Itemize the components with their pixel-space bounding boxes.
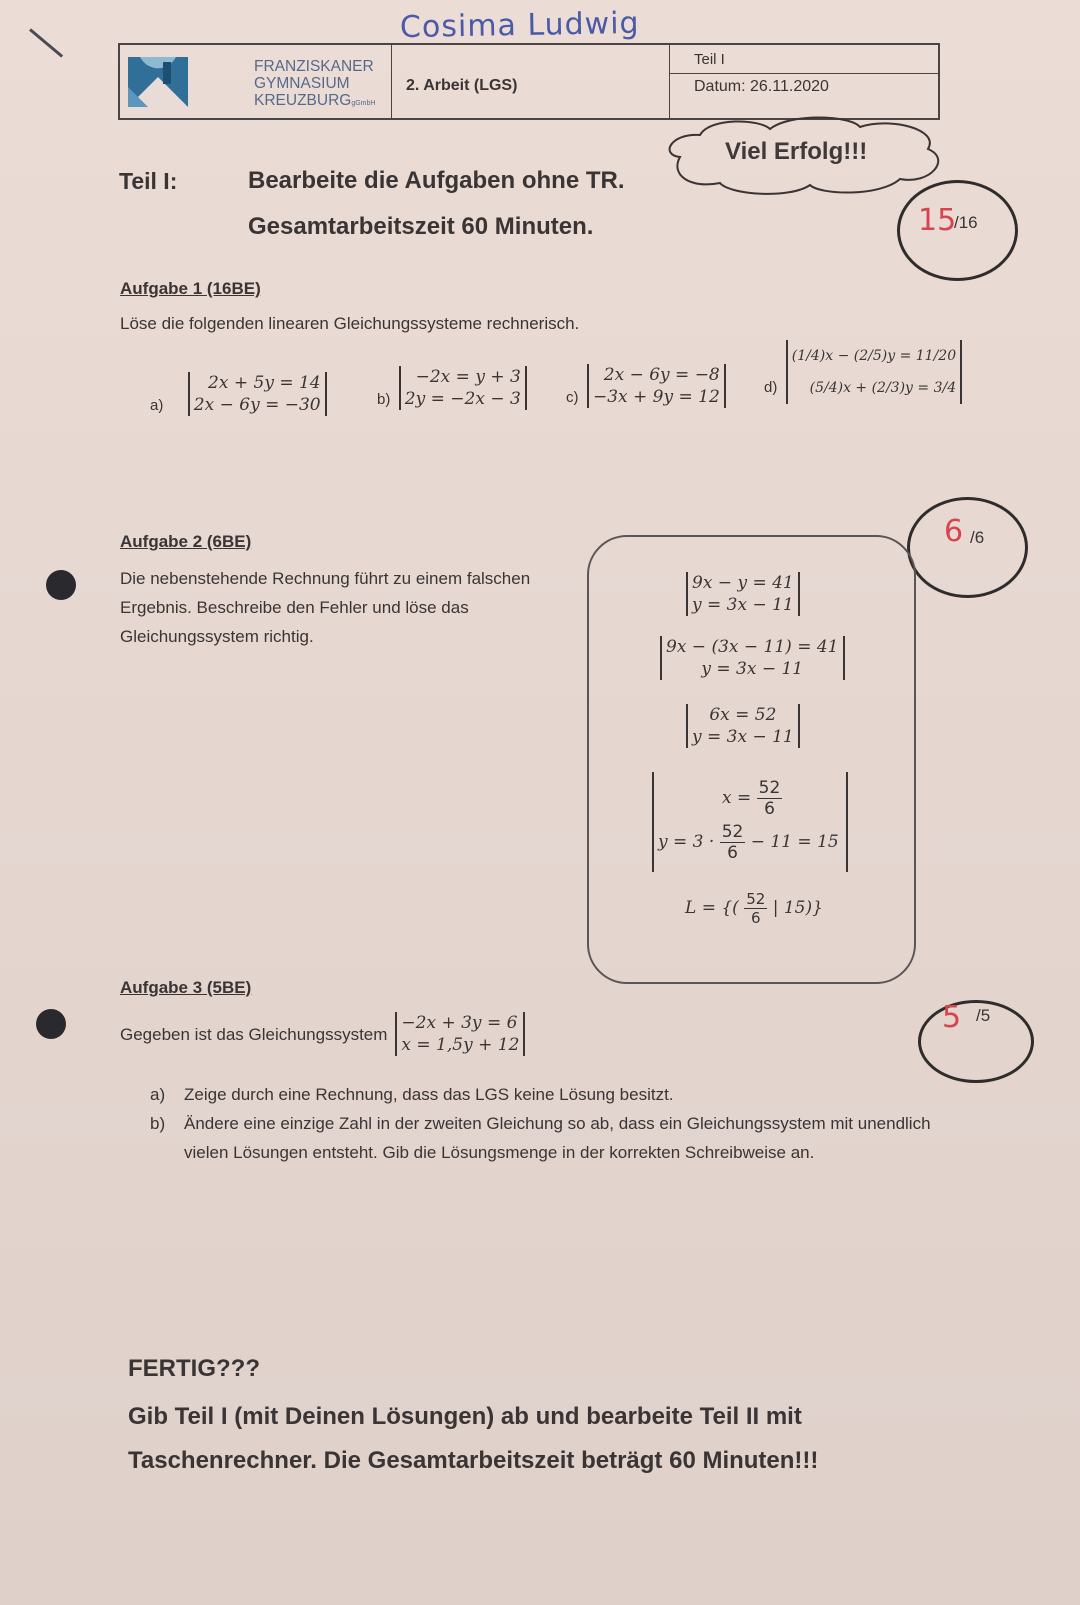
x-equals: x = xyxy=(722,788,752,808)
equation: 2x − 6y = −8 xyxy=(603,365,720,385)
system-label: b) xyxy=(377,391,391,408)
handin-instruction: Gib Teil I (mit Deinen Lösungen) ab und bearbeite Teil II mit Taschenrechner. Die Gesamtarbeitszeit beträgt 60 Minuten!!! xyxy=(128,1403,819,1474)
calc-step-3 xyxy=(686,704,800,748)
system-label: d) xyxy=(764,379,778,396)
task2-score-achieved: 6 xyxy=(944,514,964,549)
part-label: Teil I: xyxy=(119,168,178,194)
school-name xyxy=(254,58,375,112)
equation-system xyxy=(188,372,327,416)
part-instruction: Bearbeite die Aufgaben ohne TR. xyxy=(248,167,625,194)
system-label: a) xyxy=(150,397,164,414)
fraction xyxy=(744,890,767,927)
task2-score-circle xyxy=(907,497,1028,598)
exam-part: Teil I xyxy=(694,51,725,68)
task2-heading: Aufgabe 2 (6BE) xyxy=(120,532,252,551)
equation: −2x + 3y = 6 xyxy=(401,1013,518,1033)
total-score-max: /16 xyxy=(954,213,978,232)
school-logo-cell xyxy=(120,45,392,118)
equation: y = 3x − 11 xyxy=(692,595,794,615)
calc-step-1 xyxy=(686,572,800,616)
task2-score-max: /6 xyxy=(970,528,985,547)
subtask-text: Ändere eine einzige Zahl in der zweiten Gleichung so ab, dass ein Gleichungssystem mit unendlich vielen Lösungen entsteht. Gib die Lösungsmenge in der korrekten Schreibweise an. xyxy=(184,1114,931,1162)
equation-system xyxy=(686,572,800,616)
task3-intro-text: Gegeben ist das Gleichungssystem xyxy=(120,1024,388,1044)
school-suffix: gGmbH xyxy=(351,100,376,107)
equation: y = 3x − 11 xyxy=(692,727,794,747)
equation: −2x = y + 3 xyxy=(415,367,521,387)
total-time: Gesamtarbeitszeit 60 Minuten. xyxy=(248,213,594,240)
y-equals: y = 3 · xyxy=(658,832,715,852)
equation: −3x + 9y = 12 xyxy=(592,387,720,407)
equation: 2x + 5y = 14 xyxy=(208,373,321,393)
task1-system-a xyxy=(150,372,327,416)
punch-hole xyxy=(36,1009,66,1039)
subtask-label: a) xyxy=(150,1085,166,1104)
task1-system-c xyxy=(566,364,726,408)
subtask-text: Zeige durch eine Rechnung, dass das LGS keine Lösung besitzt. xyxy=(184,1085,674,1104)
punch-hole xyxy=(46,570,76,600)
calc-solution-set xyxy=(685,890,823,927)
y-equals-rest: − 11 = 15 xyxy=(750,832,839,852)
exam-title: 2. Arbeit (LGS) xyxy=(406,77,518,94)
subtask-b xyxy=(150,1109,970,1167)
fraction xyxy=(757,778,783,819)
equation: y = 3x − 11 xyxy=(701,659,804,679)
solution-suffix: | 15)} xyxy=(772,898,823,918)
task3-subtasks xyxy=(150,1080,970,1167)
equation: 9x − y = 41 xyxy=(692,573,794,593)
exam-header xyxy=(118,43,940,120)
equation xyxy=(722,778,782,819)
task3-intro xyxy=(120,1012,525,1056)
equation: 6x = 52 xyxy=(709,705,777,725)
equation: 9x − (3x − 11) = 41 xyxy=(666,637,839,657)
system-label: c) xyxy=(566,389,579,406)
equation-system xyxy=(587,364,726,408)
school-logo-icon xyxy=(128,57,188,107)
good-luck-text: Viel Erfolg!!! xyxy=(725,138,868,165)
subtask-label: b) xyxy=(150,1114,166,1133)
exam-part-cell xyxy=(670,45,939,74)
school-name-line-1: FRANZISKANER xyxy=(254,58,374,75)
solution-prefix: L = {( xyxy=(685,898,739,918)
calc-step-4 xyxy=(652,772,848,872)
equation: (1/4)x − (2/5)y = 11/20 xyxy=(791,348,957,364)
pen-stroke-mark xyxy=(29,28,63,57)
exam-meta-cell xyxy=(669,45,939,118)
task2-text: Die nebenstehende Rechnung führt zu einem falschen Ergebnis. Beschreibe den Fehler und löse das Gleichungssystem richtig. xyxy=(120,569,531,646)
equation-system xyxy=(786,340,962,404)
school-name-line-3: KREUZBURG xyxy=(254,92,352,109)
total-score-achieved: 15 xyxy=(918,203,957,238)
finished-heading: FERTIG??? xyxy=(128,1355,260,1382)
fraction xyxy=(720,822,746,863)
fraction-numerator: 52 xyxy=(758,778,781,798)
equation-system xyxy=(660,636,845,680)
fraction-numerator: 52 xyxy=(721,822,744,842)
task3-score-achieved: 5 xyxy=(942,1000,962,1035)
exam-date: Datum: 26.11.2020 xyxy=(694,78,829,95)
equation-system xyxy=(686,704,800,748)
task1-system-b xyxy=(377,366,527,410)
equation xyxy=(658,822,839,863)
subtask-a xyxy=(150,1080,970,1109)
equation: (5/4)x + (2/3)y = 3/4 xyxy=(809,380,957,396)
task1-system-d xyxy=(764,340,962,404)
task3-heading: Aufgabe 3 (5BE) xyxy=(120,978,252,997)
equation-system xyxy=(399,366,527,410)
fraction-denominator: 6 xyxy=(750,909,761,927)
school-name-line-2: GYMNASIUM xyxy=(254,75,350,92)
equation-system xyxy=(395,1012,525,1056)
fraction-denominator: 6 xyxy=(764,799,775,819)
fraction-numerator: 52 xyxy=(746,890,766,908)
task3-score-max: /5 xyxy=(976,1006,991,1025)
calc-step-2 xyxy=(660,636,845,680)
equation: 2x − 6y = −30 xyxy=(193,395,321,415)
task1-heading: Aufgabe 1 (16BE) xyxy=(120,279,261,298)
equation: x = 1,5y + 12 xyxy=(401,1035,520,1055)
task1-instruction: Löse die folgenden linearen Gleichungssysteme rechnerisch. xyxy=(120,314,580,333)
equation: 2y = −2x − 3 xyxy=(404,389,521,409)
student-name: Cosima Ludwig xyxy=(399,5,640,46)
fraction-denominator: 6 xyxy=(727,843,738,863)
